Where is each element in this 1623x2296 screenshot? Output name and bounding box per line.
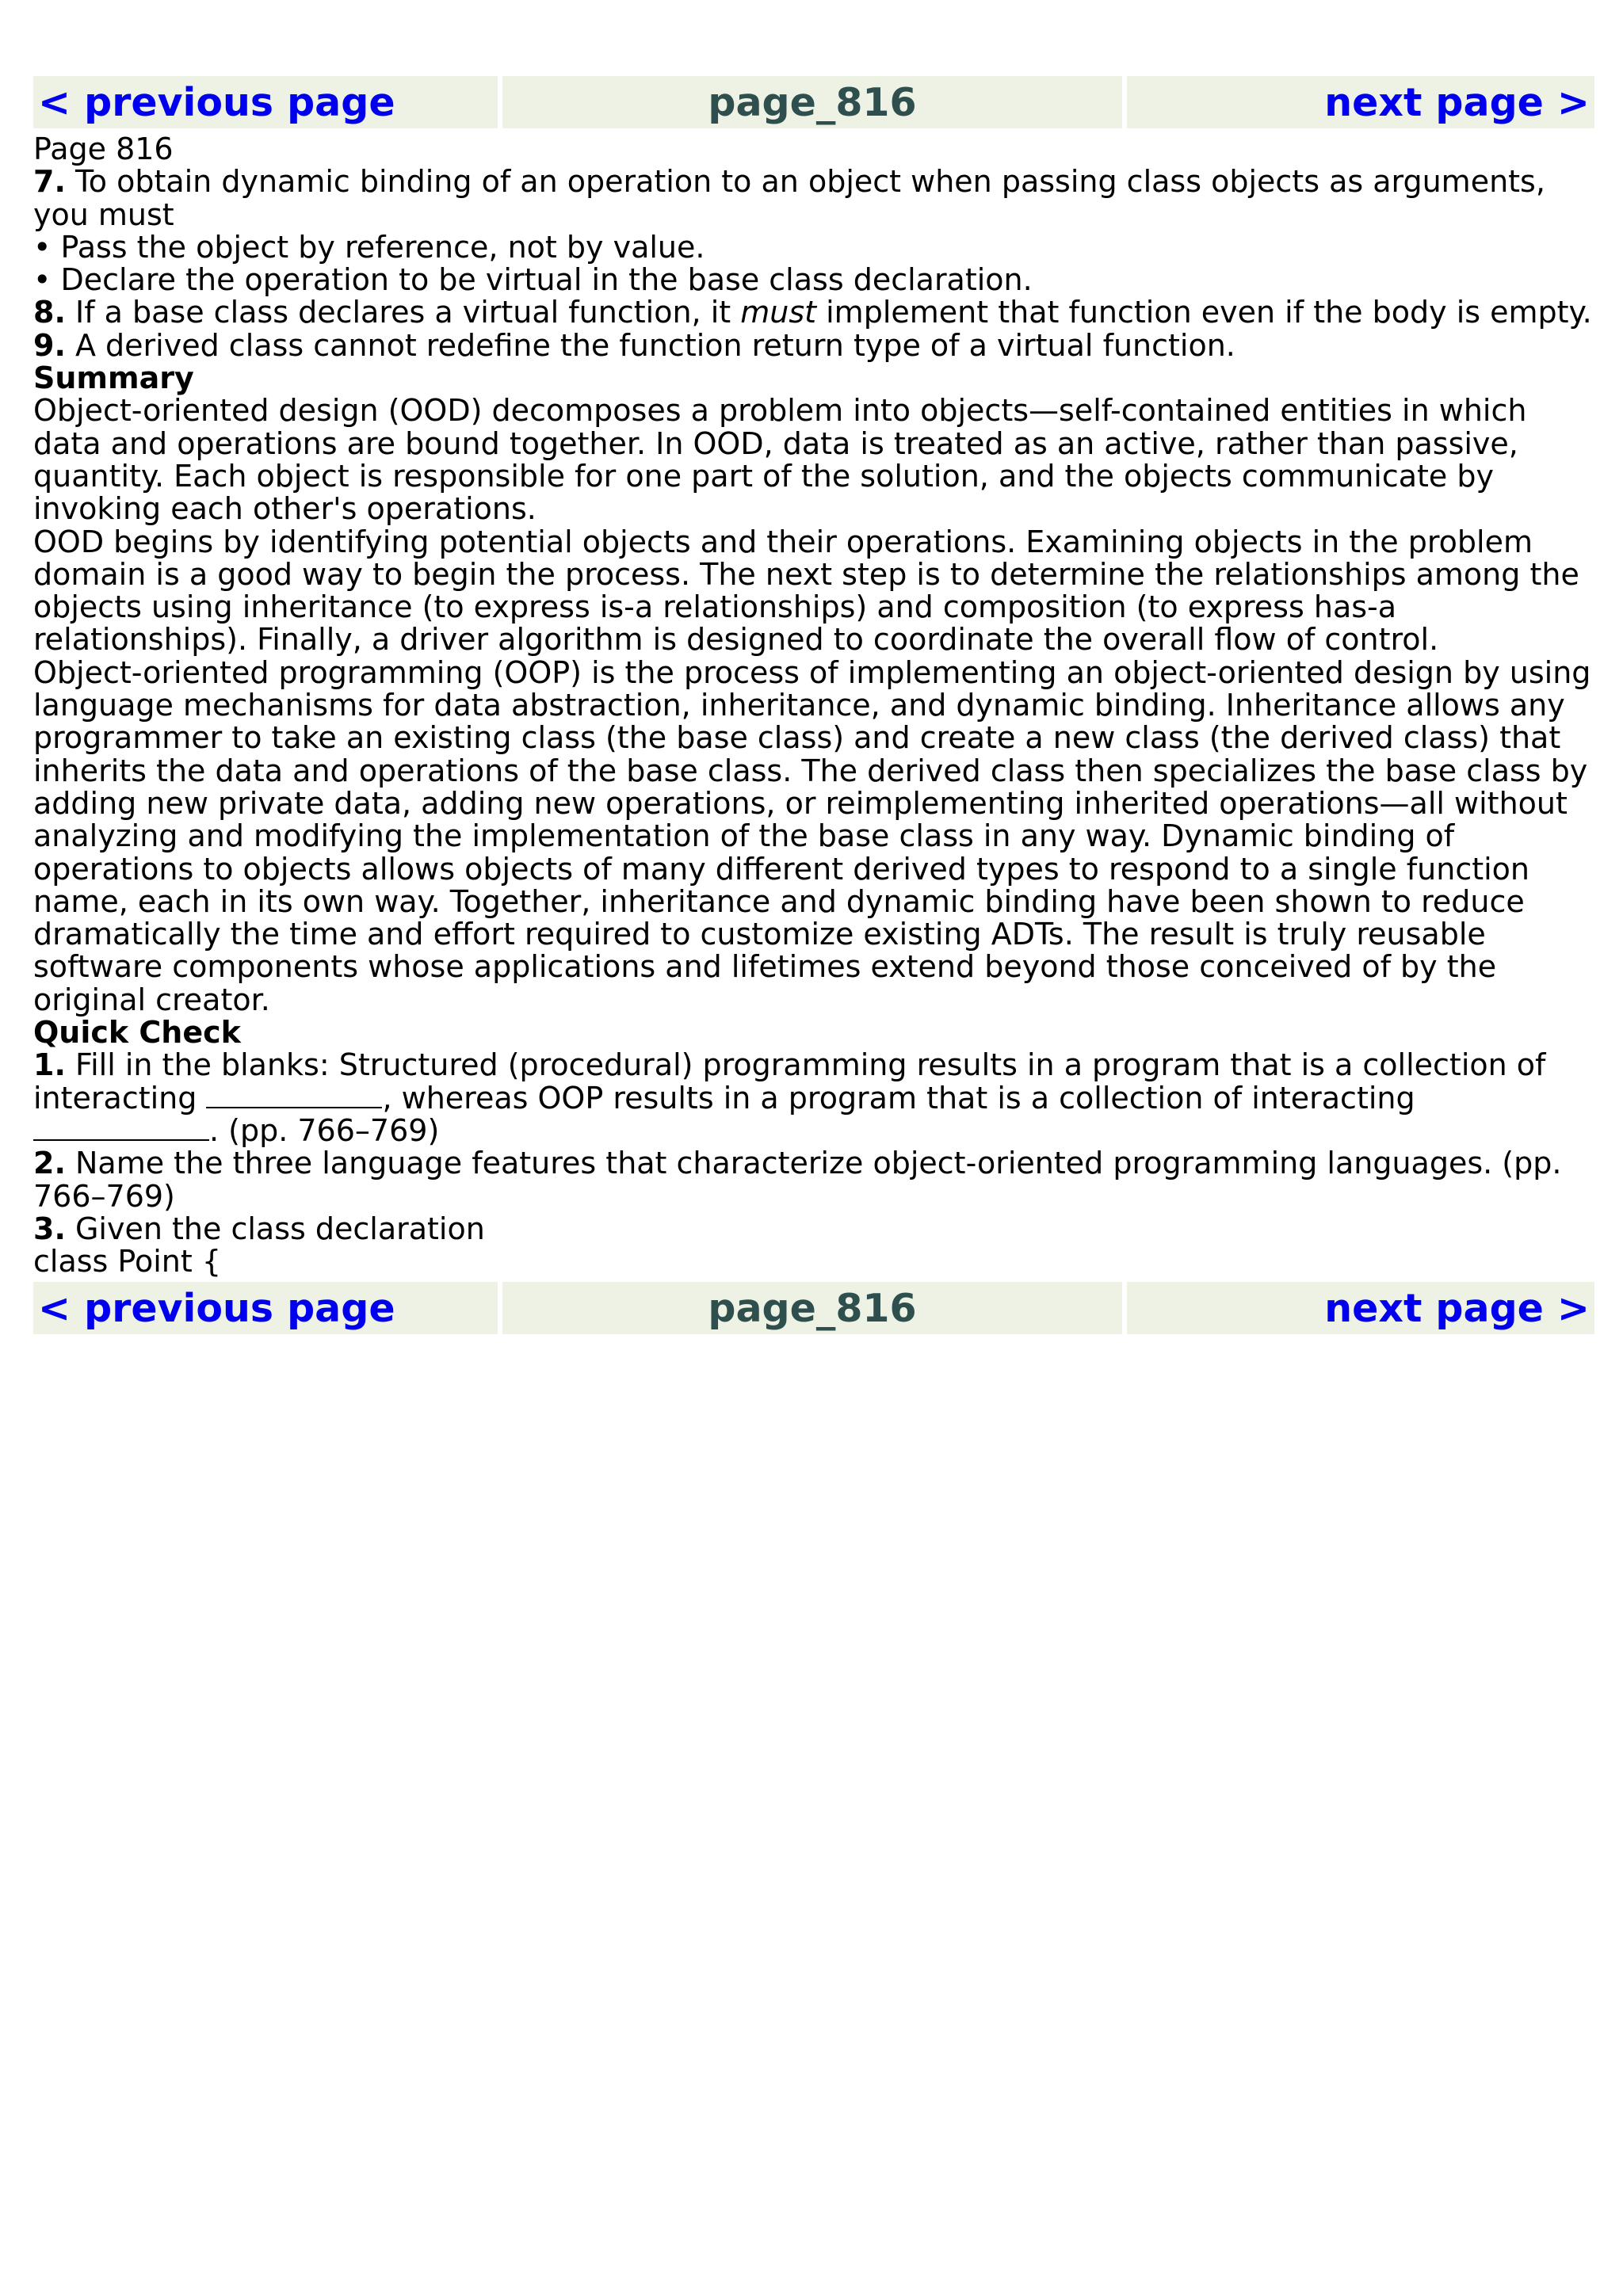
code-line: class Point { bbox=[33, 1244, 222, 1280]
item-text: To obtain dynamic binding of an operation to an object when passing class objects as arguments, you must bbox=[33, 164, 1545, 232]
item-text: A derived class cannot redefine the function return type of a virtual function. bbox=[74, 327, 1235, 363]
question-text: . (pp. 766–769) bbox=[209, 1112, 440, 1148]
fill-in-blank bbox=[206, 1083, 382, 1108]
bottom-navigation-bar bbox=[33, 1282, 1594, 1334]
page-indicator: page_816 bbox=[502, 1282, 1122, 1334]
fill-in-blank bbox=[33, 1116, 209, 1141]
question-text: Name the three language features that characterize object-oriented programming languages. (pp. 766–769) bbox=[33, 1146, 1562, 1214]
page-label: Page 816 bbox=[33, 132, 174, 166]
question-text: Fill in the blanks: Structured (procedural) programming results in a program that is a collection of interacting bbox=[33, 1047, 1546, 1116]
document-page bbox=[33, 76, 1594, 1334]
previous-page-link[interactable]: < previous page bbox=[33, 1282, 498, 1334]
item-number: 8. bbox=[33, 295, 66, 330]
item-number: 7. bbox=[33, 164, 66, 200]
summary-paragraph: OOD begins by identifying potential objects and their operations. Examining objects in the problem domain is a good way to begin the process. The next step is to determine the relationships among the objects using inheritance (to express is-a relationships) and composition (to express has-a relationships). Finally, a driver algorithm is designed to coordinate the overall flow of control. bbox=[33, 524, 1579, 658]
question-number: 1. bbox=[33, 1047, 66, 1083]
bullet-item: • Pass the object by reference, not by value. bbox=[33, 229, 705, 265]
question-text: , whereas OOP results in a program that is a collection of interacting bbox=[382, 1080, 1415, 1116]
next-page-link[interactable]: next page > bbox=[1127, 1282, 1594, 1334]
item-text: If a base class declares a virtual function, it bbox=[74, 295, 741, 330]
summary-paragraph: Object-oriented design (OOD) decomposes a problem into objects—self-contained entities in which data and operations are bound together. In OOD, data is treated as an active, rather than passive, quantity. Each object is responsible for one part of the solution, and the objects communicate by invoking each other's operations. bbox=[33, 393, 1527, 527]
summary-paragraph: Object-oriented programming (OOP) is the process of implementing an object-oriented design by using language mechanisms for data abstraction, inheritance, and dynamic binding. Inheritance allows any programmer to take an existing class (the base class) and create a new class (the derived class) that inherits the data and operations of the base class. The derived class then specializes the base class by adding new private data, adding new operations, or reimplementing inherited operations—all without analyzing and modifying the implementation of the base class in any way. Dynamic binding of operations to objects allows objects of many different derived types to respond to a single function name, each in its own way. Together, inheritance and dynamic binding have been shown to reduce dramatically the time and effort required to customize existing ADTs. The result is truly reusable software components whose applications and lifetimes extend beyond those conceived of by the original creator. bbox=[33, 654, 1591, 1017]
next-page-link[interactable]: next page > bbox=[1127, 76, 1594, 128]
item-number: 9. bbox=[33, 327, 66, 363]
emphasis-text: must bbox=[740, 295, 817, 330]
page-indicator: page_816 bbox=[502, 76, 1122, 128]
question-text: Given the class declaration bbox=[74, 1211, 485, 1246]
question-number: 2. bbox=[33, 1146, 66, 1181]
list-item-8 bbox=[33, 296, 1594, 329]
page-content bbox=[33, 133, 1594, 1278]
list-item-9 bbox=[33, 327, 1594, 363]
top-navigation-bar bbox=[33, 76, 1594, 128]
previous-page-link[interactable]: < previous page bbox=[33, 76, 498, 128]
list-item-7 bbox=[33, 166, 1594, 231]
bullet-item: • Declare the operation to be virtual in the base class declaration. bbox=[33, 262, 1033, 298]
quick-check-question-1 bbox=[33, 1049, 1594, 1147]
quick-check-question-2 bbox=[33, 1147, 1594, 1213]
item-text: implement that function even if the body is empty. bbox=[816, 295, 1592, 330]
question-number: 3. bbox=[33, 1211, 66, 1246]
summary-heading: Summary bbox=[33, 360, 194, 396]
quick-check-heading: Quick Check bbox=[33, 1015, 241, 1051]
quick-check-question-3 bbox=[33, 1213, 1594, 1245]
